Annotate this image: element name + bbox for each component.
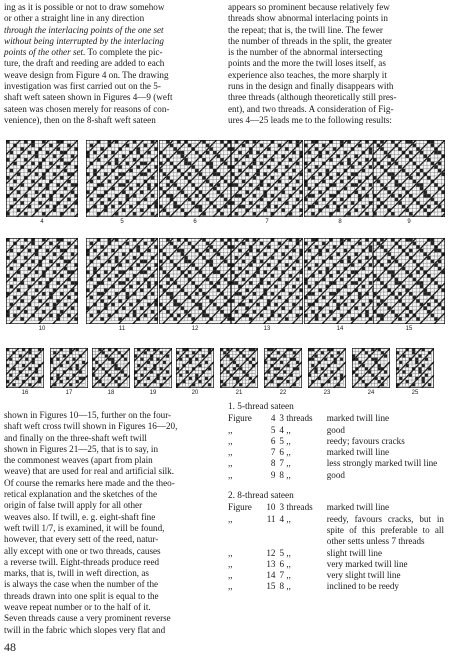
text-line: threads drawn into one split is equal to the <box>4 590 159 601</box>
result-cell-a: ,, <box>228 447 233 458</box>
result-row <box>228 458 444 469</box>
result-cell-b: 10 <box>266 502 276 513</box>
figure-22 <box>264 348 302 388</box>
text-italic: points of the other set. <box>4 47 86 58</box>
result-row <box>228 436 444 447</box>
result-cell-b: 12 <box>266 547 276 558</box>
text-line: weft twill 1/7, is examined, it will be found, <box>4 522 165 533</box>
result-cell-c: 6 ,, <box>279 558 291 569</box>
text-line: weaves also. If twill, e. g. eight-shaft fine <box>4 511 156 522</box>
text-line: shaft weft cross twill shown in Figures 16—20, <box>4 421 178 432</box>
weave-diagram <box>6 348 44 388</box>
result-cell-d: good <box>326 469 345 480</box>
figure-number: 13 <box>263 326 271 332</box>
figure-5 <box>86 140 158 217</box>
weave-diagram <box>220 348 258 388</box>
text-line: investigation was first carried out on the 5- <box>4 81 161 92</box>
text-line: shown in Figures 10—15, further on the four- <box>4 410 172 420</box>
figure-number: 12 <box>191 326 199 332</box>
result-cell-b: 15 <box>266 581 276 592</box>
text-line: the repeat; that is, the twill line. The fewer <box>228 24 383 35</box>
result-cell-c: 4 ,, <box>279 424 291 435</box>
weave-diagram <box>50 348 88 388</box>
top-right-column <box>228 2 444 126</box>
figure-20 <box>176 348 214 388</box>
weave-grid <box>373 238 445 321</box>
figure-number: 23 <box>323 390 331 396</box>
result-cell-d: marked twill line <box>326 502 390 513</box>
results-column <box>228 402 444 593</box>
result-cell-b: 8 <box>270 458 276 469</box>
weave-grid <box>159 238 231 321</box>
figure-number: 8 <box>338 219 342 225</box>
weave-diagram <box>373 140 445 217</box>
figure-24 <box>352 348 390 388</box>
weave-diagram <box>176 348 214 388</box>
text-line: is the number of the abnormal intersecting <box>228 47 383 58</box>
weave-diagram <box>231 238 303 324</box>
text-span: To complete the pic- <box>85 47 163 58</box>
text-line: without being interrupted by the interlacing <box>4 35 164 46</box>
figure-number: 6 <box>193 219 197 225</box>
weave-diagram <box>6 140 78 217</box>
weave-diagram <box>86 238 158 324</box>
result-cell-c: 3 threads <box>279 502 313 513</box>
text-line: the number of threads in the split, the greater <box>228 35 392 46</box>
weave-diagram <box>92 348 130 388</box>
result-cell-c: 4 ,, <box>279 513 291 524</box>
figure-17 <box>50 348 88 388</box>
text-line: the commonest weaves (apart from plain <box>4 455 153 466</box>
result-cell-b: 9 <box>270 469 276 480</box>
result-cell-a: Figure <box>228 413 252 424</box>
result-cell-a: Figure <box>228 502 252 513</box>
result-cell-d: slight twill line <box>326 547 383 558</box>
result-row <box>228 413 444 424</box>
figure-number: 21 <box>235 390 243 396</box>
result-cell-c: 7 ,, <box>279 570 291 581</box>
figure-number: 16 <box>21 390 29 396</box>
figure-6 <box>159 140 231 217</box>
text-line: weave repeat number or to the half of it. <box>4 602 151 613</box>
weave-diagram <box>6 238 78 324</box>
figure-8 <box>304 140 376 217</box>
figure-11 <box>86 238 158 324</box>
section-title-5-thread: 1. 5-thread sateen <box>228 402 294 412</box>
result-row <box>228 548 444 559</box>
result-row <box>228 425 444 436</box>
text-line: shown in Figures 21—25, that is to say, in <box>4 443 159 454</box>
result-row <box>228 570 444 581</box>
result-cell-b: 14 <box>266 570 276 581</box>
figure-number: 9 <box>407 219 411 225</box>
text-line: twill in the fabric which slopes very flat and <box>4 624 166 635</box>
weave-diagram <box>264 348 302 388</box>
weave-grid <box>6 140 78 216</box>
result-cell-c: 5 ,, <box>279 547 291 558</box>
figure-number: 20 <box>191 390 199 396</box>
figure-number: 19 <box>149 390 157 396</box>
text-line: ent), and two threads. A consideration of Fig- <box>228 103 394 114</box>
weave-diagram <box>159 238 231 324</box>
text-line: and finally on the three-shaft weft twill <box>4 432 147 443</box>
text-line: marks, that is, twill in weft direction, as <box>4 568 149 579</box>
weave-grid <box>373 140 445 216</box>
weave-grid <box>231 238 303 321</box>
text-line: points and the more the twill loses itself, as <box>228 58 386 69</box>
figure-number: 10 <box>38 326 46 332</box>
result-cell-d: good <box>326 424 345 435</box>
figure-21 <box>220 348 258 388</box>
result-cell-b: 5 <box>270 424 276 435</box>
result-cell-b: 4 <box>270 413 276 424</box>
weave-grid <box>86 140 158 216</box>
figure-number: 11 <box>118 326 126 332</box>
result-cell-a: ,, <box>228 570 233 581</box>
figure-9 <box>373 140 445 217</box>
top-left-column <box>4 2 220 126</box>
figure-number: 25 <box>411 390 419 396</box>
section-title-8-thread: 2. 8-thread sateen <box>228 491 294 502</box>
text-line: appears so prominent because relatively few <box>228 2 390 12</box>
text-line: ing as it is possible or not to draw somehow <box>4 2 165 12</box>
figure-25 <box>396 348 434 388</box>
weave-diagram <box>304 238 376 324</box>
sateen8-table <box>228 502 444 592</box>
result-cell-a: ,, <box>228 558 233 569</box>
result-cell-c: 3 threads <box>279 413 313 424</box>
result-cell-d: very marked twill line <box>326 558 408 569</box>
result-cell-c: 8 ,, <box>279 469 291 480</box>
result-cell-d: reedy; favours cracks <box>326 435 405 446</box>
weave-grid <box>159 140 231 216</box>
text-line: ally except with one or two threads, causes <box>4 545 161 556</box>
weave-grid <box>231 140 303 216</box>
figure-4 <box>6 140 78 217</box>
text-line <box>4 47 220 58</box>
result-cell-c: 7 ,, <box>279 458 291 469</box>
bottom-left-column <box>4 410 220 636</box>
result-cell-b: 6 <box>270 435 276 446</box>
result-cell-d: reedy, favours cracks, but in spite of this preferable to all other setts unless 7 threads <box>326 513 444 547</box>
result-cell-d: inclined to be reedy <box>326 581 399 592</box>
weave-grid <box>6 238 78 321</box>
figure-number: 17 <box>65 390 73 396</box>
weave-diagram <box>396 348 434 388</box>
result-row <box>228 581 444 592</box>
result-cell-a: ,, <box>228 458 233 469</box>
text-line: through the interlacing points of the one set <box>4 24 164 35</box>
figure-7 <box>231 140 303 217</box>
figure-16 <box>6 348 44 388</box>
weave-grid <box>86 238 158 321</box>
result-cell-a: ,, <box>228 581 233 592</box>
weave-diagram <box>134 348 172 388</box>
text-line: retical explanation and the sketches of the <box>4 489 158 500</box>
result-row <box>228 470 444 481</box>
text-line: ture, the draft and reeding are added to each <box>4 58 165 69</box>
figure-number: 14 <box>336 326 344 332</box>
figure-15 <box>373 238 445 324</box>
result-row <box>228 514 444 548</box>
figure-10 <box>6 238 78 324</box>
page-number: 48 <box>4 640 16 654</box>
text-line: is always the case when the number of the <box>4 579 159 590</box>
figure-number: 15 <box>405 326 413 332</box>
weave-diagram <box>231 140 303 217</box>
figure-number: 7 <box>265 219 269 225</box>
weave-grid <box>304 238 376 321</box>
figure-number: 5 <box>120 219 124 225</box>
text-line: venience), then on the 8-shaft weft sateen <box>4 114 156 125</box>
result-cell-a: ,, <box>228 469 233 480</box>
weave-diagram <box>159 140 231 217</box>
figure-18 <box>92 348 130 388</box>
weave-diagram <box>308 348 346 388</box>
figure-13 <box>231 238 303 324</box>
result-cell-b: 13 <box>266 558 276 569</box>
figure-row-1 <box>0 140 452 228</box>
figure-12 <box>159 238 231 324</box>
result-cell-d: very slight twill line <box>326 570 401 581</box>
text-line: or other a straight line in any direction <box>4 13 145 24</box>
sateen5-table <box>228 413 444 481</box>
text-line: sateen was chosen merely for reasons of con- <box>4 103 170 114</box>
weave-diagram <box>352 348 390 388</box>
result-cell-d: marked twill line <box>326 447 390 458</box>
text-line: weave design from Figure 4 on. The drawing <box>4 69 169 80</box>
weave-diagram <box>304 140 376 217</box>
result-cell-d: less strongly marked twill line <box>326 458 438 469</box>
result-cell-a: ,, <box>228 547 233 558</box>
text-line: experience also teaches, the more sharply it <box>228 69 387 80</box>
text-line: a reverse twill. Eight-threads produce reed <box>4 556 160 567</box>
text-line: three threads (although theoretically still pres- <box>228 92 397 103</box>
text-line: runs in the design and finally disappears with <box>228 81 394 92</box>
text-line: shaft weft sateen shown in Figures 4—9 (weft <box>4 92 173 103</box>
figure-23 <box>308 348 346 388</box>
weave-diagram <box>86 140 158 217</box>
text-line: Seven threads cause a very prominent reverse <box>4 613 171 624</box>
text-line: origin of false twill apply for all other <box>4 500 143 511</box>
weave-grid <box>304 140 376 216</box>
text-line: Of course the remarks here made and the theo- <box>4 477 175 488</box>
figure-row-3 <box>0 348 452 400</box>
result-cell-c: 6 ,, <box>279 447 291 458</box>
result-cell-a: ,, <box>228 424 233 435</box>
figure-19 <box>134 348 172 388</box>
result-row <box>228 447 444 458</box>
figure-row-2 <box>0 238 452 336</box>
result-cell-d: marked twill line <box>326 413 390 424</box>
text-line: weave) that are used for real and artificial silk. <box>4 466 174 477</box>
result-row <box>228 559 444 570</box>
text-line: threads show abnormal interlacing points in <box>228 13 388 24</box>
result-cell-a: ,, <box>228 513 233 524</box>
result-row <box>228 502 444 513</box>
result-cell-b: 7 <box>270 447 276 458</box>
figure-number: 24 <box>367 390 375 396</box>
figure-number: 22 <box>279 390 287 396</box>
figure-14 <box>304 238 376 324</box>
figure-number: 18 <box>107 390 115 396</box>
figure-number: 4 <box>40 219 44 225</box>
result-cell-c: 5 ,, <box>279 435 291 446</box>
weave-diagram <box>373 238 445 324</box>
result-cell-a: ,, <box>228 435 233 446</box>
result-cell-c: 8 ,, <box>279 581 291 592</box>
result-cell-b: 11 <box>266 513 276 524</box>
text-line: however, that every sett of the reed, natur- <box>4 534 159 545</box>
text-line: ures 4—25 leads me to the following results: <box>228 114 392 125</box>
